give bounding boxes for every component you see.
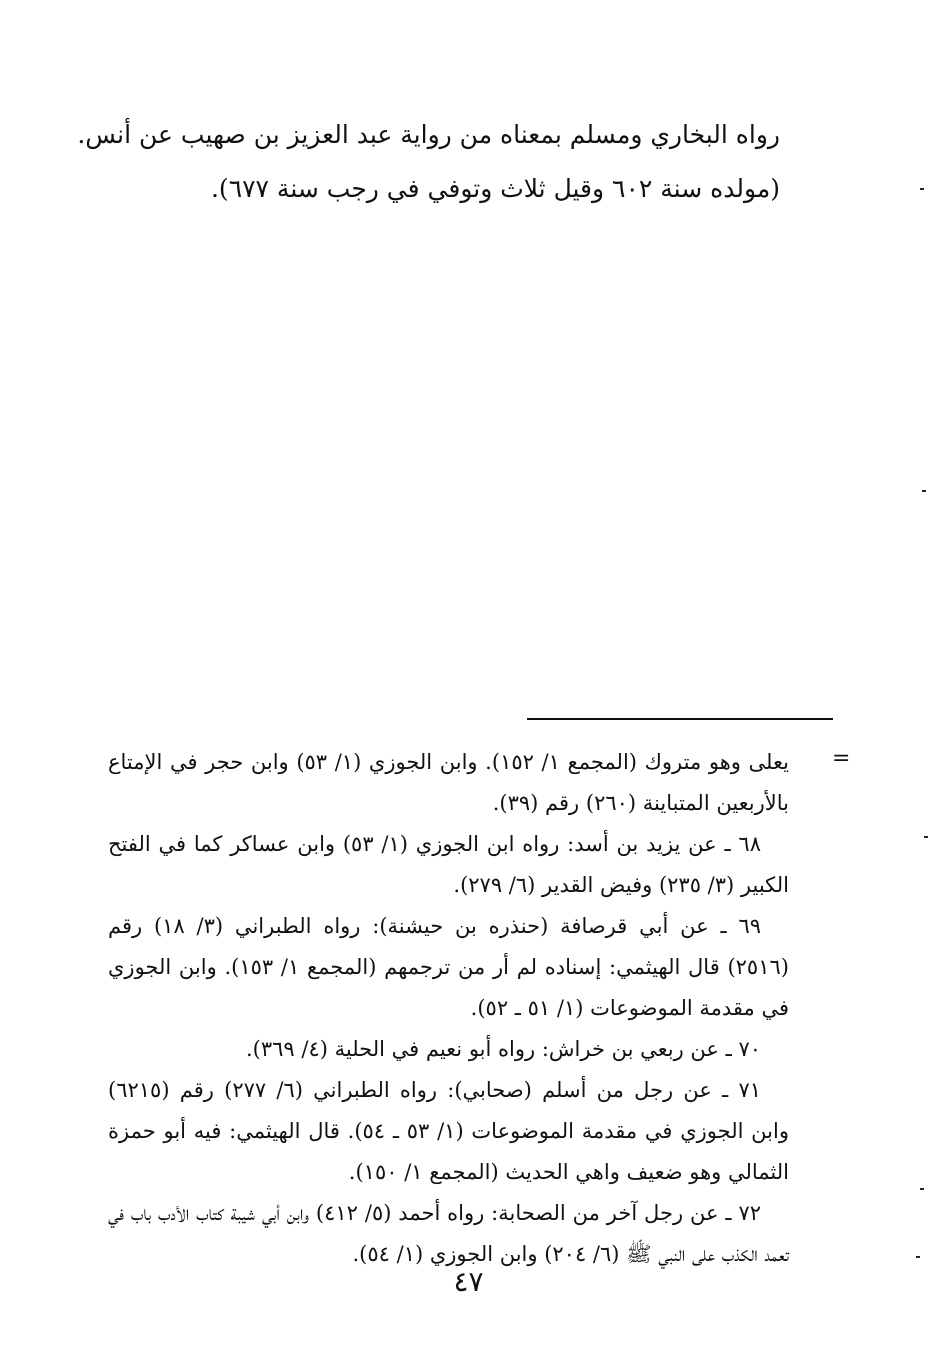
footnote-continuation-mark: = bbox=[832, 746, 851, 771]
main-text bbox=[77, 108, 780, 216]
footnote-68: ٦٨ ـ عن يزيد بن أسد: رواه ابن الجوزي (١/ ٥٣) وابن عساكر كما في الفتح الكبير (٣/ ٢٣٥) وفيض القدير (٦/ ٢٧٩). bbox=[108, 832, 789, 897]
footnote-70: ٧٠ ـ عن ربعي بن خراش: رواه أبو نعيم في الحلية (٤/ ٣٦٩). bbox=[246, 1037, 761, 1061]
margin-mark bbox=[916, 1256, 920, 1258]
main-text-line: رواه البخاري ومسلم بمعناه من رواية عبد العزيز بن صهيب عن أنس. bbox=[77, 120, 780, 149]
footnote-69: ٦٩ ـ عن أبي قرصافة (حنذره بن حيشنة): رواه الطبراني (٣/ ١٨) رقم (٢٥١٦) قال الهيثمي: إسناده لم أر من ترجمهم (المجمع ١/ ١٥٣). وابن الجوزي في مقدمة الموضوعات (١/ ٥١ ـ ٥٢). bbox=[108, 914, 789, 1020]
footnotes bbox=[108, 742, 789, 1275]
footnote-71: ٧١ ـ عن رجل من أسلم (صحابي): رواه الطبراني (٦/ ٢٧٧) رقم (٦٢١٥) وابن الجوزي في مقدمة الموضوعات (١/ ٥٣ ـ ٥٤). قال الهيثمي: فيه أبو حمزة الثمالي وهو ضعيف واهي الحديث (المجمع ١/ ١٥٠). bbox=[108, 1078, 789, 1184]
main-text-line: (مولده سنة ٦٠٢ وقيل ثلاث وتوفي في رجب سنة ٦٧٧). bbox=[210, 174, 780, 203]
margin-mark bbox=[924, 836, 928, 838]
footnote-continuation: يعلى وهو متروك (المجمع ١/ ١٥٢). وابن الجوزي (١/ ٥٣) وابن حجر في الإمتاع بالأربعين المتباينة (٢٦٠) رقم (٣٩). bbox=[108, 750, 789, 815]
margin-mark bbox=[922, 490, 926, 492]
footnote-72: ٧٢ ـ عن رجل آخر من الصحابة: رواه أحمد (٥/ ٤١٢) وابن أبي شيبة كتاب الأدب باب في تعمد الكذب على النبي ﷺ (٦/ ٢٠٤) وابن الجوزي (١/ ٥٤). bbox=[108, 1201, 789, 1266]
page-number: ٤٧ bbox=[453, 1265, 484, 1298]
margin-mark bbox=[920, 1188, 924, 1190]
footnote-separator bbox=[527, 718, 833, 720]
margin-mark bbox=[920, 188, 924, 190]
